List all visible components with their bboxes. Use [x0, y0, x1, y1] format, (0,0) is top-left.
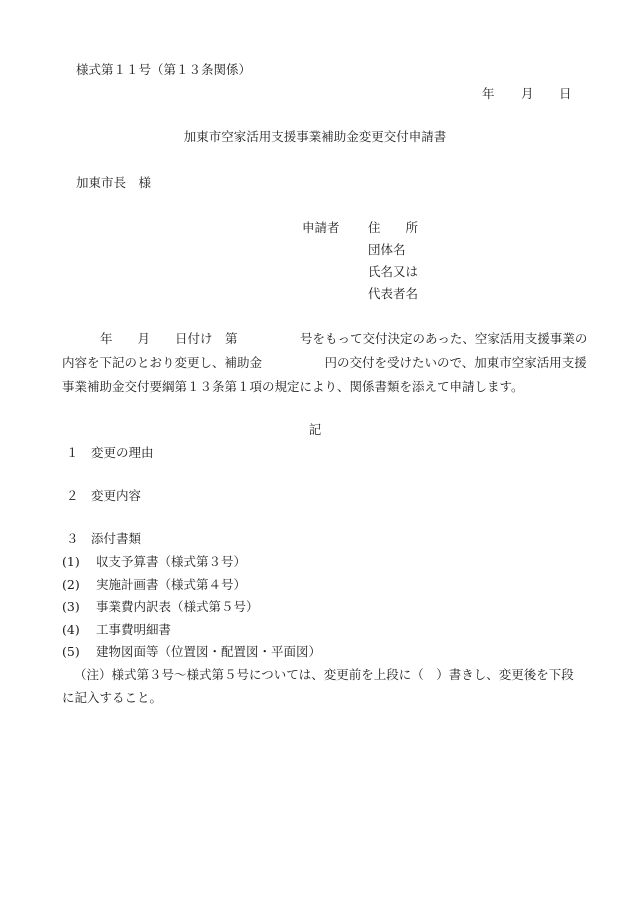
attachment-item	[62, 619, 321, 642]
body-line-2: 内容を下記のとおり変更し、補助金 円の交付を受けたいので、加東市空家活用支援	[62, 355, 587, 370]
name-label: 氏名又は	[368, 264, 419, 279]
address-label: 住 所	[368, 220, 419, 235]
note-line-1: （注）様式第３号～様式第５号については、変更前を上段に（ ）書きし、変更後を下段	[74, 667, 574, 682]
attachment-text: 実施計画書（様式第４号）	[96, 576, 247, 592]
applicant-label: 申請者	[302, 220, 340, 235]
date-month-label: 月	[521, 86, 534, 101]
attachment-item	[62, 551, 321, 574]
note-paragraph	[62, 664, 592, 709]
attachment-text: 建物図面等（位置図・配置図・平面図）	[96, 644, 322, 659]
date-year-label: 年	[482, 86, 495, 101]
attachment-list	[62, 551, 321, 664]
attachment-number: (1)	[62, 554, 80, 569]
section-change-content: ２ 変更内容	[66, 488, 142, 503]
organization-label: 団体名	[368, 242, 406, 257]
attachment-number: (5)	[62, 644, 80, 659]
attachment-item	[62, 641, 321, 664]
addressee: 加東市長 様	[76, 175, 152, 190]
attachment-text: 収支予算書（様式第３号）	[96, 554, 247, 569]
note-line-2: に記入すること。	[62, 689, 163, 705]
attachment-item	[62, 574, 321, 597]
body-line-1: 年 月 日付け 第 号をもって交付決定のあった、空家活用支援事業の	[100, 331, 588, 346]
attachment-item	[62, 596, 321, 619]
body-paragraph	[62, 327, 588, 399]
attachment-number: (4)	[62, 621, 80, 637]
attachment-text: 事業費内訳表（様式第５号）	[96, 599, 259, 614]
attachment-number: (2)	[62, 576, 80, 592]
section-change-reason: １ 変更の理由	[66, 445, 154, 460]
section-attachments: ３ 添付書類	[66, 531, 142, 546]
form-number: 様式第１１号（第１３条関係）	[76, 62, 252, 77]
document-title: 加東市空家活用支援事業補助金変更交付申請書	[183, 129, 447, 144]
body-line-3: 事業補助金交付要綱第１３条第１項の規定により、関係書類を添えて申請します。	[62, 379, 524, 394]
ki-heading: 記	[308, 422, 322, 437]
attachment-text: 工事費明細書	[96, 621, 172, 637]
date-day-label: 日	[559, 86, 572, 101]
representative-label: 代表者名	[368, 286, 419, 301]
attachment-number: (3)	[62, 599, 80, 614]
